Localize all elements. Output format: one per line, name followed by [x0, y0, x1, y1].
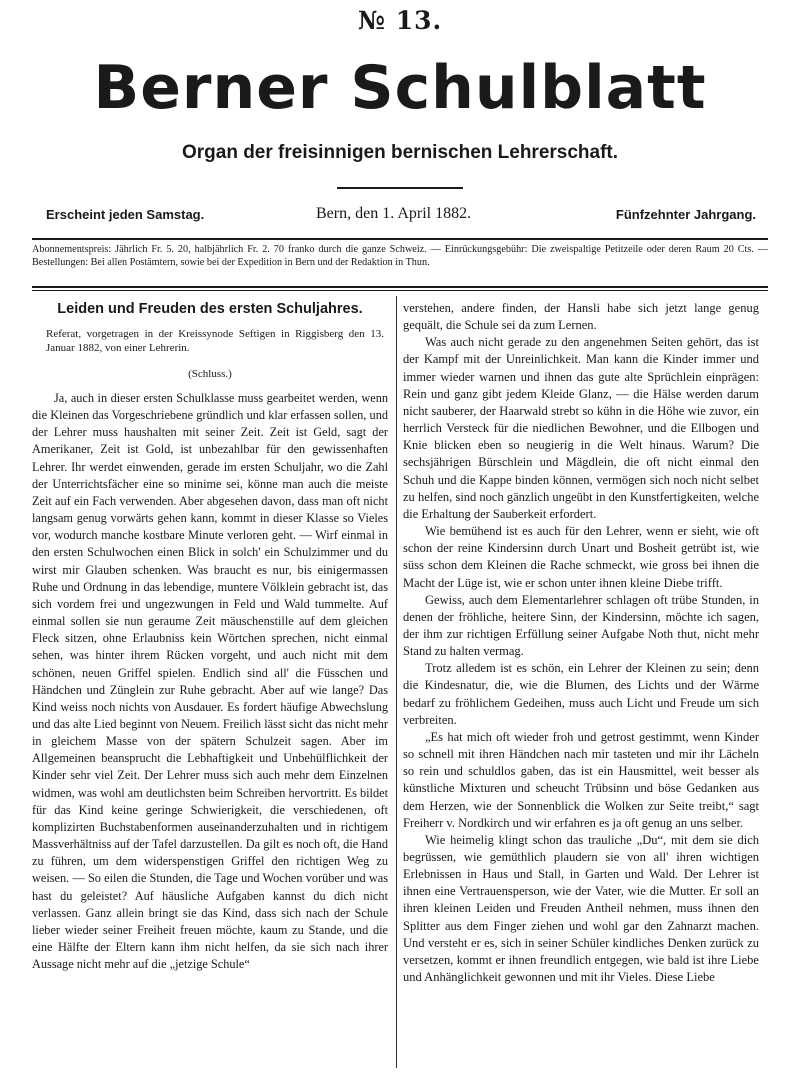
article-title: Leiden und Freuden des ersten Schuljahres. — [57, 301, 363, 317]
dateline — [46, 205, 756, 227]
paragraph: Trotz alledem ist es schön, ein Lehrer der Kleinen zu sein; denn die Kindesnatur, die, wie die Blumen, des Lichts und der Wärme bedarf zu fröhlichem Gedeihen, muss auch Licht und Freude um sich verbreiten. — [403, 661, 759, 727]
paragraph: Wie heimelig klingt schon das trauliche „Du“, mit dem sie dich begrüssen, wie gemüthlich plaudern sie von all' ihren wichtigen Erlebnissen in Haus und Stall, in Garten und Wald. Der Lehrer ist ihnen eine Vertrauensperson, wie der Vater, wie die Mutter. Er soll an ihren kleinen Leiden und Freuden Antheil nehmen, muss ihnen den Splitter aus dem Finger ziehen und wohl gar den Zahnarzt machen. Und versteht er es, sich in seiner Schüler kindliches Denken zurück zu versetzen, kommt er ihnen freundlich entgegen, wie bald ist ihre Liebe und Anhänglichkeit gewonnen und mit ihr Vieles. Diese Liebe — [403, 832, 759, 985]
article-note: (Schluss.) — [188, 368, 232, 380]
paragraph: verstehen, andere finden, der Hansli habe sich jetzt lange genug gequält, die Schule sei da zum Lernen. — [403, 301, 759, 333]
paragraph: „Es hat mich oft wieder froh und getrost gestimmt, wenn Kinder so schnell mit ihren Händchen nach mir tasteten und mir ihr Lächeln so rein und schuldlos gaben, das ist ein Hausmittel, weit besser als künstliche Mixturen und scheucht Trübsinn und böse Gedanken aus dem Herzen, wie der Sonnenblick die Wolken zur Seite treibt,“ sagt Freiherr v. Nordkirch und wir erfahren es ja oft genug an uns selber. — [403, 729, 759, 830]
right-body — [403, 300, 759, 986]
subscription-notice: Abonnementspreis: Jährlich Fr. 5. 20, halbjährlich Fr. 2. 70 franko durch die ganze Schweiz. — Einrückungsgebühr: Die zweispaltige Petitzeile oder deren Raum 20 Cts. — Bestellungen: Bei allen Postämtern, sowie bei der Expedition in Bern und der Redaktion in Thun. — [32, 244, 768, 268]
column-divider — [396, 296, 397, 1068]
left-column — [32, 300, 388, 973]
rule-double-2 — [32, 290, 768, 291]
rule-top — [32, 238, 768, 240]
issue-number: № 13. — [357, 6, 443, 35]
article-subtitle: Referat, vorgetragen in der Kreissynode Seftigen in Riggisberg den 13. Januar 1882, von einer Lehrerin. — [46, 328, 384, 354]
volume-year: Fünfzehnter Jahrgang. — [615, 207, 756, 222]
title-divider — [337, 187, 463, 189]
paragraph: Ja, auch in dieser ersten Schulklasse muss gearbeitet werden, wenn die Kleinen das Vorgeschriebene gründlich und klar erfassen sollen, und der Lehrer muss haushalten mit seiner Zeit. Zeit ist Geld, sagt der Amerikaner, Zeit ist Gold, ist unbezahlbar für den gewissenhaften Lehrer. Ihr werdet einwenden, gerade im ersten Schuljahr, wo die Zahl der Unterrichtsfächer eine so minime sei, könne man auch die meiste Zeit auf ein Fach verwenden. Aber abgesehen davon, dass man oft nicht langsam genug vorwärts gehen kann, kommt in dieser Klasse so Vieles vor, wodurch manche kostbare Minute verloren geht. — Wirf einmal in den ersten Schulwochen einen Blick in solch' ein Schulzimmer und du wirst mir Glauben schenken. Was braucht es nur, bis einigermassen Ruhe und Ordnung in das lebendige, muntere Völklein gebracht ist, das sich vordem frei und ungezwungen in Feld und Wald tummelte. Auf einmal sollen sie nun geraume Zeit mäuschenstille auf dem gleichen Fleck sitzen, ohne Erlaubniss kein Wörtchen sprechen, nicht einmal sehen, was hinter ihrem Rücken vorgeht, und auch nicht mit dem schönen, neuen Griffel spielen. Endlich sind all' die Füsschen und Händchen und Zünglein zur Ruhe gebracht. Aber auf wie lange? Das Kind weiss noch nichts von Ausdauer. Es fordert häufige Abwechslung und das alte Lied beginnt von Neuem. Freilich lässt sicht das nicht mehr in gleichem Masse von der spätern Schulzeit sagen. Aber im Allgemeinen beansprucht die Lebhaftigkeit und Unbehülflichkeit der Kinder sehr viel Zeit. Der Lehrer muss sich auch mehr dem Einzelnen widmen, was wohl am deutlichsten beim Schreiben hervortritt. Es bildet für das Kind keine geringe Schwierigkeit, die verschiedenen, oft komplizirten Buchstabenformen auseinanderzuhalten und in richtigem Massverhältniss auf der Tafel darzustellen. Da gilt es noch oft, die Hand zu führen, um dem widerspenstigen Griffel den richtigen Weg zu weisen. — So eilen die Stunden, die Tage und Wochen vorüber und was hast du geleistet? Auf häusliche Aufgaben kannst du dich nicht verlassen. Ganz allein bringt sie das Kind, dass sich nach der Schule lieber wieder seiner Freiheit freuen möchte, kaum zu Stande, und die eine Hälfte der Eltern kann ihm nicht helfen, da sie sich nach ihrer Aussage nicht mehr auf die „jetzige Schule“ — [32, 391, 388, 972]
paragraph: Was auch nicht gerade zu den angenehmen Seiten gehört, das ist der Kampf mit der Unreinlichkeit. Man kann die Kinder immer und immer wieder warnen und ihnen das gute alte Sprüchlein einprägen: Rein und ganz gibt jedem Kleide Glanz, — die Hälse werden darum nicht sauberer, der Haarwald strebt so kühn in die Höhe wie zuvor, ein herrlich Versteck für die niedlichen Bewohner, und die Ellbogen und Knie blicken eben so neugierig in die Welt hinaus. Warum? Die sechsjährigen Bürschlein und Mägdlein, die oft nicht einmal den Schuh und die Kappe binden können, vermögen sich noch nicht selbet zu helfen, sind noch gänzlich ungeübt in den Kunstfertigkeiten, welche die Erhaltung der Sauberkeit erfordert. — [403, 335, 759, 521]
publication-frequency: Erscheint jeden Samstag. — [46, 207, 205, 222]
paragraph: Wie bemühend ist es auch für den Lehrer, wenn er sieht, wie oft schon der reine Kindersinn durch Unart und Bosheit getrübt ist, wie süss schon dem Kleinen die Rache schmeckt, wie gross bei ihnen die Macht der Lüge ist, wie er schon unter ihnen kleine Diebe trifft. — [403, 524, 759, 590]
masthead-title: Berner Schulblatt — [93, 53, 707, 123]
left-body — [32, 390, 388, 973]
paragraph: Gewiss, auch dem Elementarlehrer schlagen oft trübe Stunden, in denen der fröhliche, heitere Sinn, der Kindersinn, möchte ich sagen, der ihm zur richtigen Erfüllung seiner Aufgabe Noth thut, nicht mehr Stand zu halten vermag. — [403, 592, 759, 659]
rule-double-1 — [32, 286, 768, 288]
right-column — [403, 300, 759, 986]
place-and-date: Bern, den 1. April 1882. — [316, 205, 472, 222]
masthead-subtitle: Organ der freisinnigen bernischen Lehrerschaft. — [181, 142, 619, 163]
